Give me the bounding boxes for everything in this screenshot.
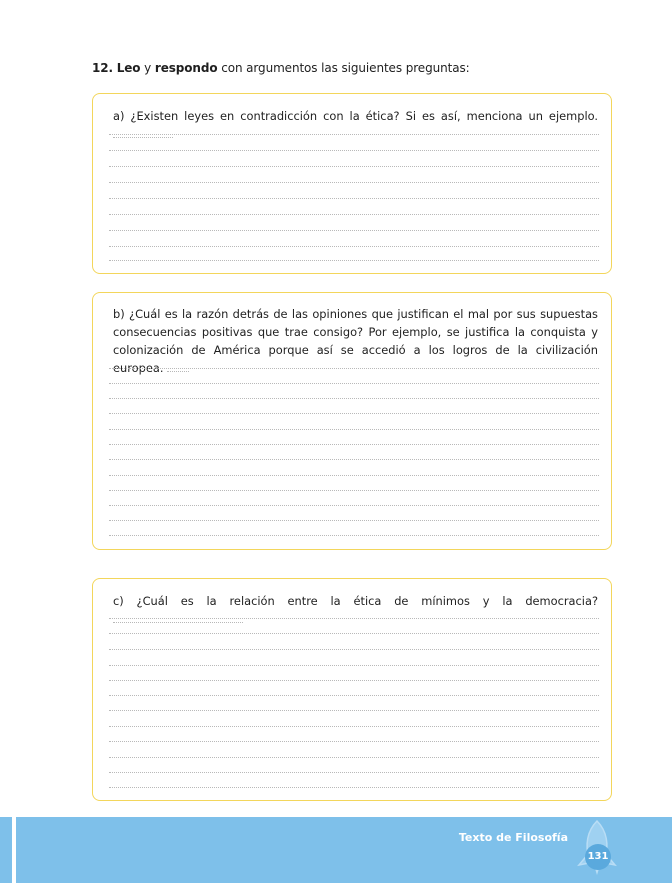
answer-line xyxy=(109,757,599,758)
question-b xyxy=(113,305,598,377)
footer-stripe xyxy=(12,817,16,883)
answer-line xyxy=(109,787,599,788)
answer-line xyxy=(109,182,599,183)
answer-line xyxy=(109,134,599,135)
answer-line xyxy=(109,230,599,231)
answer-line xyxy=(109,741,599,742)
answer-line xyxy=(109,505,599,506)
page-footer xyxy=(0,817,672,883)
answer-line xyxy=(109,383,599,384)
exercise-instruction xyxy=(92,61,470,75)
answer-line xyxy=(109,649,599,650)
answer-line xyxy=(109,246,599,247)
answer-line xyxy=(109,398,599,399)
answer-line xyxy=(109,214,599,215)
question-a xyxy=(113,107,598,143)
answer-line xyxy=(109,680,599,681)
answer-line xyxy=(109,475,599,476)
answer-box-a[interactable] xyxy=(92,93,612,274)
exercise-connector: y xyxy=(144,61,152,75)
answer-line xyxy=(109,520,599,521)
answer-line xyxy=(109,710,599,711)
answer-line xyxy=(109,368,599,369)
answer-line xyxy=(109,633,599,634)
book-title: Texto de Filosofía xyxy=(458,831,568,844)
exercise-number: 12. xyxy=(92,61,113,75)
answer-line xyxy=(109,772,599,773)
answer-line xyxy=(109,166,599,167)
question-c xyxy=(113,592,598,628)
answer-line xyxy=(113,127,173,138)
answer-line xyxy=(109,444,599,445)
answer-line xyxy=(109,260,599,261)
question-b-text: b) ¿Cuál es la razón detrás de las opiniones que justifican el mal por sus supuestas consecuencias positivas que trae consigo? Por ejemplo, se justifica la conquista y colonización de América porque así se accedió a los logros de la civilización europea. xyxy=(113,307,598,375)
answer-box-c[interactable] xyxy=(92,578,612,801)
answer-line xyxy=(109,150,599,151)
exercise-verb-2: respondo xyxy=(154,61,218,75)
answer-line xyxy=(109,459,599,460)
page-number: 131 xyxy=(585,844,611,870)
exercise-verb-1: Leo xyxy=(116,61,141,75)
answer-box-b[interactable] xyxy=(92,292,612,550)
exercise-rest: con argumentos las siguientes preguntas: xyxy=(221,61,470,75)
answer-line xyxy=(109,665,599,666)
answer-line xyxy=(167,361,189,372)
answer-line xyxy=(109,198,599,199)
answer-line xyxy=(109,726,599,727)
answer-line xyxy=(109,490,599,491)
answer-line xyxy=(109,618,599,619)
question-c-text: c) ¿Cuál es la relación entre la ética de mínimos y la democracia? xyxy=(113,594,598,608)
answer-line xyxy=(109,413,599,414)
answer-line xyxy=(109,535,599,536)
answer-line xyxy=(109,429,599,430)
answer-line xyxy=(109,695,599,696)
question-a-text: a) ¿Existen leyes en contradicción con la ética? Si es así, menciona un ejemplo. xyxy=(113,109,598,123)
